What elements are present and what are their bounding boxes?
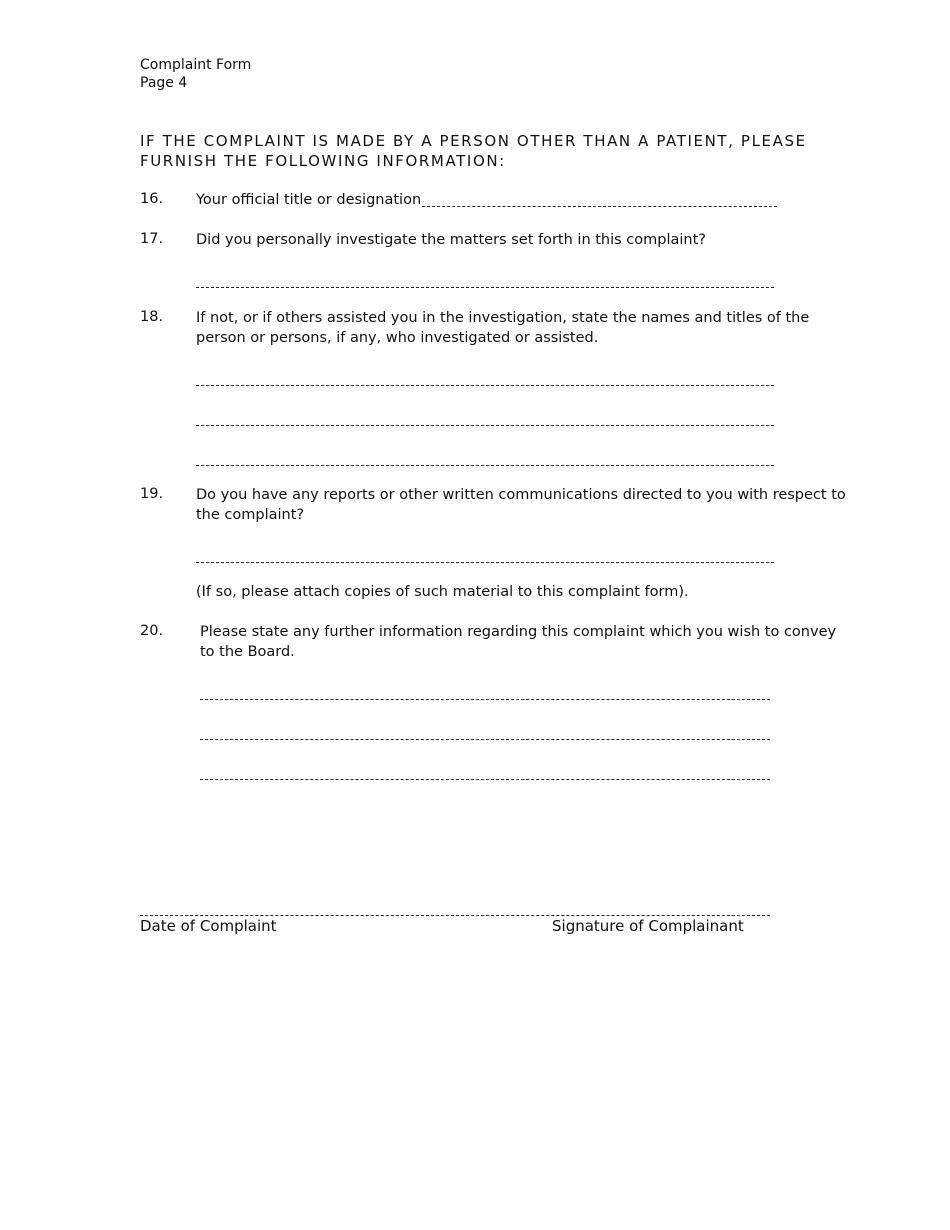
investigation-answer-field[interactable] bbox=[196, 287, 774, 288]
question-19-text-line-2: the complaint? bbox=[196, 507, 305, 523]
question-17-number: 17. bbox=[140, 231, 164, 247]
further-info-field-3[interactable] bbox=[200, 779, 770, 780]
investigators-field-3[interactable] bbox=[196, 465, 774, 466]
investigators-field-1[interactable] bbox=[196, 385, 774, 386]
question-20-text-line-1: Please state any further information regarding this complaint which you wish to convey bbox=[200, 624, 837, 640]
question-17-text: Did you personally investigate the matters set forth in this complaint? bbox=[196, 232, 706, 248]
question-19-number: 19. bbox=[140, 486, 164, 502]
form-title: Complaint Form bbox=[140, 57, 252, 73]
question-16-number: 16. bbox=[140, 191, 164, 207]
question-18-text-line-2: person or persons, if any, who investigated or assisted. bbox=[196, 330, 599, 346]
investigators-field-2[interactable] bbox=[196, 425, 774, 426]
question-18-text-line-1: If not, or if others assisted you in the investigation, state the names and titles of the bbox=[196, 310, 810, 326]
signature-of-complainant-label: Signature of Complainant bbox=[552, 917, 744, 935]
date-of-complaint-label: Date of Complaint bbox=[140, 917, 277, 935]
question-16-text: Your official title or designation bbox=[196, 192, 422, 208]
further-info-field-1[interactable] bbox=[200, 699, 770, 700]
page-number: Page 4 bbox=[140, 75, 188, 91]
question-19-note: (If so, please attach copies of such material to this complaint form). bbox=[196, 584, 689, 600]
official-title-field[interactable] bbox=[422, 206, 777, 207]
further-info-field-2[interactable] bbox=[200, 739, 770, 740]
question-20-number: 20. bbox=[140, 623, 164, 639]
reports-answer-field[interactable] bbox=[196, 562, 774, 563]
question-20-text-line-2: to the Board. bbox=[200, 644, 295, 660]
intro-line-1: IF THE COMPLAINT IS MADE BY A PERSON OTHER THAN A PATIENT, PLEASE bbox=[140, 132, 807, 150]
question-19-text-line-1: Do you have any reports or other written communications directed to you with respect to bbox=[196, 487, 846, 503]
question-18-number: 18. bbox=[140, 309, 164, 325]
intro-line-2: FURNISH THE FOLLOWING INFORMATION: bbox=[140, 152, 506, 170]
